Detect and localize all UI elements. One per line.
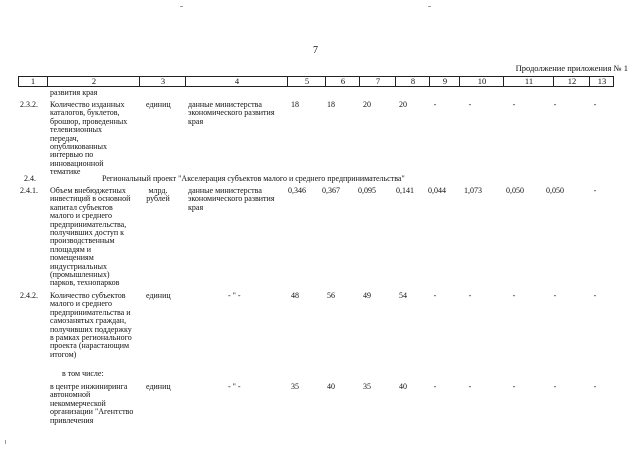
cell-col-7: 0,095	[358, 186, 376, 195]
header-col-13: 13	[589, 77, 614, 86]
cell-col-12: 0,050	[546, 186, 564, 195]
cell-col-7: 35	[363, 382, 371, 391]
cell-col-13: -	[593, 382, 597, 391]
row-unit: млрд. рублей	[146, 186, 170, 204]
cell-col-6: 0,367	[322, 186, 340, 195]
cell-col-5: 18	[291, 100, 299, 109]
cell-col-12: -	[553, 100, 557, 109]
page-number: 7	[313, 45, 318, 56]
cell-col-11: -	[512, 100, 516, 109]
cell-col-6: 18	[327, 100, 335, 109]
cell-col-9: -	[433, 100, 437, 109]
appendix-note: Продолжение приложения № 1	[515, 63, 628, 73]
header-col-11: 11	[503, 77, 554, 86]
row-source: данные министерства экономического развития края	[188, 100, 275, 126]
row-code: 2.3.2.	[20, 100, 38, 109]
row-indicator: Количество изданных каталогов, буклетов, брошюр, проведенных телевизионных передач, опубликованных интервью по инновационной тематике	[50, 100, 128, 177]
header-col-1: 1	[30, 76, 36, 86]
cell-col-5: 35	[291, 382, 299, 391]
cell-col-10: -	[468, 100, 472, 109]
cell-col-10: 1,073	[464, 186, 482, 195]
section-code: 2.4.	[24, 174, 36, 183]
row-unit: единиц	[146, 291, 171, 300]
row-indicator: Количество субъектов малого и среднего предпринимательства и самозанятых граждан, получивших поддержку в рамках регионального проекта (нарастающим итогом)	[50, 291, 132, 359]
header-col-4: 4	[185, 77, 288, 86]
cell-col-8: 40	[399, 382, 407, 391]
cell-col-11: -	[512, 382, 516, 391]
cell-col-12: -	[553, 382, 557, 391]
header-col-7: 7	[359, 77, 396, 86]
cell-col-9: -	[433, 382, 437, 391]
row-indicator: в центре инжиниринга автономной некоммерческой организации "Агентство привлечения	[50, 382, 134, 425]
cell-col-13: -	[593, 186, 597, 195]
cell-col-8: 20	[399, 100, 407, 109]
cell-col-11: 0,050	[506, 186, 524, 195]
cell-col-9: 0,044	[428, 186, 446, 195]
header-col-10: 10	[459, 77, 504, 86]
header-col-6: 6	[325, 77, 360, 86]
header-col-8: 8	[395, 77, 430, 86]
cell-col-10: -	[468, 291, 472, 300]
scan-speck	[180, 6, 183, 7]
header-col-9: 9	[429, 77, 460, 86]
scan-speck	[428, 6, 431, 7]
cell-col-7: 49	[363, 291, 371, 300]
row-code: 2.4.1.	[20, 186, 38, 195]
cell-col-12: -	[553, 291, 557, 300]
row-source: - " -	[228, 382, 241, 391]
row-code: 2.4.2.	[20, 291, 38, 300]
cell-col-8: 0,141	[396, 186, 414, 195]
cell-col-13: -	[593, 291, 597, 300]
section-title: Региональный проект "Акселерация субъектов малого и среднего предпринимательства"	[102, 174, 405, 183]
cell-col-9: -	[433, 291, 437, 300]
subitem-heading: в том числе:	[62, 369, 104, 378]
cell-col-6: 56	[327, 291, 335, 300]
cell-col-5: 48	[291, 291, 299, 300]
row-unit: единиц	[146, 382, 171, 391]
table-header-row	[18, 76, 614, 87]
cell-col-6: 40	[327, 382, 335, 391]
cell-col-5: 0,346	[288, 186, 306, 195]
row-source: данные министерства экономического развития края	[188, 186, 275, 212]
cell-col-13: -	[593, 100, 597, 109]
row-unit: единиц	[146, 100, 171, 109]
header-col-5: 5	[287, 77, 326, 86]
cell-col-10: -	[468, 382, 472, 391]
cell-col-8: 54	[399, 291, 407, 300]
row-source: - " -	[228, 291, 241, 300]
cell-col-11: -	[512, 291, 516, 300]
header-col-3: 3	[139, 77, 186, 86]
scan-speck	[5, 440, 6, 444]
continuation-text: развития края	[50, 88, 98, 97]
header-col-2: 2	[47, 77, 140, 86]
header-col-12: 12	[553, 77, 590, 86]
row-indicator: Объем внебюджетных инвестиций в основной капитал субъектов малого и среднего предпринимательства, получивших доступ к производственным площадям и помещениям индустриальных (промышленных) парков, технопарков	[50, 186, 131, 288]
cell-col-7: 20	[363, 100, 371, 109]
